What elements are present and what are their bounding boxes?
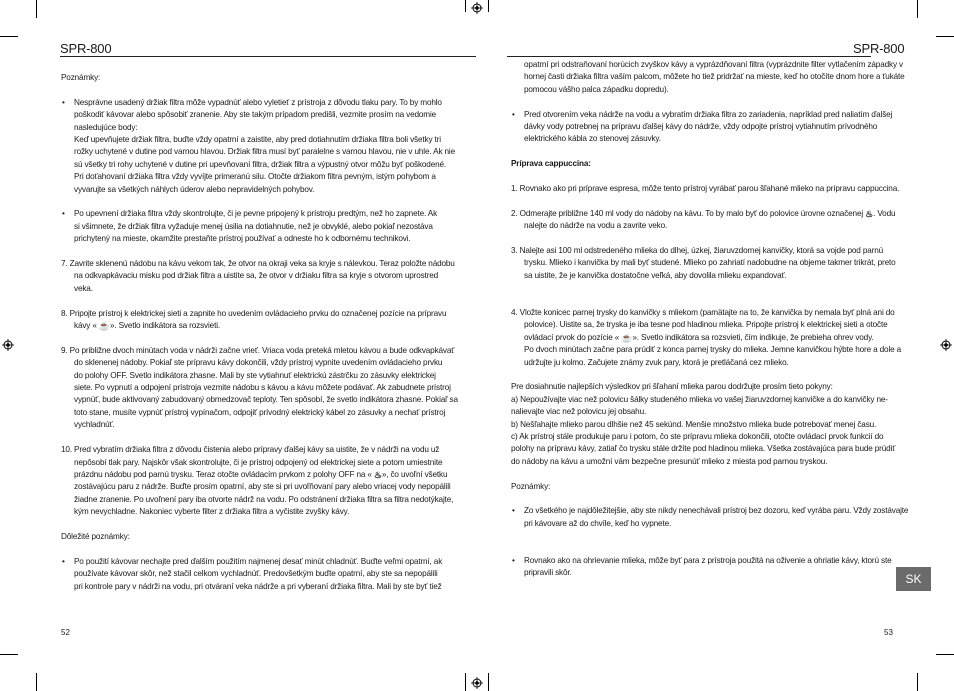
text-line: sú všetky tri rohy uchytené v dutine pri upevňovaní filtra, držiak filtra a výpustný otvor môžu byť poškodené. [74, 159, 447, 169]
text-line: rožky uchytené v dutine pod varnou hlavou. Držiak filtra musí byť paralelne s varnou hlavou, nie v uhle. Ak nie [74, 147, 456, 157]
crop-mark [488, 0, 489, 12]
text-line: kým nevychladne. Nakoniec vyberte filter z držiaka filtra a vyčistite zvyšky kávy. [74, 507, 350, 517]
text-line: • Zo všetkého je najdôležitejšie, aby ste nikdy nenechávali prístroj bez dozoru, keď vyrába paru. Vždy zostávajte [524, 506, 909, 516]
text-line: 7. Zavrite sklenenú nádobu na kávu vekom tak, že otvor na okraji veka sa kryje s nálevkou. Teraz položte nádobu [61, 259, 455, 269]
bullet-never-unattended [511, 505, 909, 530]
text-line: polovice). Uistite sa, že tryska je iba tesne pod hladinou mlieka. Pripojte prístroj k elektrickej sieti a otočte [524, 320, 888, 330]
text-line: • Rovnako ako na ohrievanie mlieka, môže byť para z prístroja použitá na oživenie a ohriatie kávy, ktorú ste [524, 556, 892, 566]
text-line: a) Nepoužívajte viac než polovicu šálky studeného mlieka vo vašej žiaruvzdornej kanvičke a do kanvičky ne- [511, 394, 888, 404]
text-line [511, 332, 891, 344]
step-8 [61, 308, 447, 333]
text-line [61, 469, 448, 481]
bullet-filter-check [61, 208, 441, 245]
text-segment: . Vodu [873, 208, 896, 218]
registration-mark-icon [471, 677, 483, 689]
page-header: SPR-800 [60, 41, 112, 56]
text-line: pri kávovare až do chvíle, keď ho vypnete. [524, 518, 672, 528]
page-number: 52 [61, 628, 70, 637]
text-line: Pre dosiahnutie najlepších výsledkov pri šľahaní mlieka parou dodržujte prosím tieto pokyny: [511, 382, 833, 392]
text-segment: ». Svetlo indikátora sa rozsvieti. [109, 321, 220, 331]
text-line: • Po použití kávovar nechajte pred ďalším použitím najmenej desať minút chladnúť. Buďte veľmi opatrní, ak [74, 556, 443, 566]
text-line: hornej časti držiaka filtra vaším palcom, môžete ho tiež pridržať na mieste, keď ho otočíte dnom hore a ťukáte [524, 72, 905, 82]
crop-mark [36, 0, 37, 18]
bullet-reheat-coffee [511, 555, 891, 580]
text-line [511, 208, 896, 220]
text-line: nepôsobí tlak pary. Najskôr však skontrolujte, či je prístroj odpojený od elektrickej siete a potom umiestnite [74, 457, 443, 467]
text-line: do sklenenej nádoby. Pokiaľ ste prípravu kávy dokončili, vždy prístroj vypnite uvedením ovládacieho prvku [74, 358, 443, 368]
text-line: Pri doťahovaní držiaka filtra vždy vyvíjte primeranú silu. Otočte držiakom filtra pevným, istým pohybom a [74, 172, 436, 182]
text-line: nalievajte viac než polovicu jej obsahu. [511, 407, 647, 417]
text-line: opatrní pri odstraňovaní horúcich zvyškov kávy a vyprázdňovaní filtra (vyprázdnite filter vytlačením západky v [524, 60, 903, 69]
steam-cup-icon: ♨ [373, 469, 382, 480]
right-page [477, 0, 954, 691]
text-line: nalejte do nádrže na vodu a zavrite veko. [524, 221, 668, 231]
text-line: si všimnete, že držiak filtra vyžaduje menej úsilia na dotiahnutie, než je obvyklé, alebo pokiaľ nezostáva [74, 221, 433, 231]
left-page-content [61, 72, 458, 593]
text-line: trysku. Mlieko i kanvička by mali byť studené. Mlieko po zahriatí nadobudne na objeme takmer trikrát, preto [524, 258, 896, 268]
step-7 [61, 258, 455, 295]
text-line: Po dvoch minútach začne para prúdiť z konca parnej trysky do mlieka. Jemne kanvičkou hýbte hore a dole a [524, 345, 902, 355]
text-line: zostávajúcu paru z nádrže. Buďte prosím opatrní, aby ste si pri uvoľňovaní pary alebo vriacej vody nepopálili [74, 482, 451, 492]
language-tab: SK [896, 567, 931, 591]
coffee-mug-icon: ☕ [98, 321, 110, 332]
step-1: 1. Rovnako ako pri príprave espresa, môže tento prístroj vyrábať parou šľahané mlieko na prípravu cappuccina. [511, 184, 900, 194]
crop-mark [465, 0, 466, 12]
text-line: na odkvapkávaciu misku pod držiak filtra a uistite sa, že otvor v držiaku filtra sa kryje s otvorom uprostred [74, 271, 439, 281]
text-segment: ovládací prvok do pozície « [524, 332, 622, 342]
bullet-filter-holder-warning [61, 97, 456, 196]
text-line: 4. Vložte konicec parnej trysky do kanvičky s mliekom (pamätajte na to, že kanvička by nemala byť plná ani do [511, 308, 895, 318]
step-4 [511, 307, 902, 369]
text-line: vyvarujte sa všetkých náhlych úderov alebo nepravidelných pohybov. [74, 184, 315, 194]
crop-mark [36, 673, 37, 691]
text-line: vypnúť, bude aktivovaný zabudovaný obmedzovač teploty. Ten spôsobí, že svetlo indikátora zhasne. Pokiaľ sa [74, 395, 458, 405]
text-line: udržujte ju kolmo. Začujete známy zvuk pary, ktorá je pretláčaná cez mlieko. [524, 357, 789, 367]
cappuccino-title: Príprava cappuccina: [511, 159, 591, 169]
bullet-unplug [511, 109, 891, 146]
text-segment: 2. Odmerajte približne 140 ml vody do nádoby na kávu. To by malo byť do polovice úrovne označenej [511, 208, 866, 218]
text-line: • Po upevnení držiaka filtra vždy skontrolujte, či je pevne pripojený k prístroju predtým, než ho zapnete. Ak [74, 209, 438, 219]
text-segment: kávy « [74, 321, 99, 331]
crop-mark [0, 654, 18, 655]
text-line: 10. Pred vybratím držiaka filtra z dôvodu čistenia alebo prípravy ďalšej kávy sa uistite, že v nádrži na vodu už [61, 445, 440, 455]
text-line: prichytený na mieste, okamžite prestaňte prístroj používať a odneste ho k odbornému technikovi. [74, 234, 411, 244]
registration-mark-icon [471, 2, 483, 14]
bullet-cooldown [61, 556, 441, 593]
step-10 [61, 444, 454, 518]
text-line: 8. Pripojte prístroj k elektrickej sieti a zapnite ho uvedením ovládacieho prvku do označenej pozície na prípravu [61, 308, 447, 318]
text-segment: ». Svetlo indikátora sa rozsvieti, čím indikuje, že prebieha ohrev vody. [632, 332, 874, 342]
page-header: SPR-800 [853, 41, 905, 56]
text-segment: prázdnu nádobu pod parnú trysku. Teraz otočte ovládacím prvkom z polohy OFF na « [74, 469, 374, 479]
crop-mark [917, 0, 918, 18]
registration-mark-icon [940, 339, 952, 351]
text-line: používate kávovar skôr, než stačil celkom vychladnúť. Predovšetkým buďte opatrní, aby ste sa nepopálili [74, 569, 438, 579]
text-line: dávky vody potrebnej na prípravu ďalšej kávy do nádrže, vždy odpojte prístroj vytiahnutím prívodného [524, 122, 878, 132]
text-line: poškodiť kávovar alebo spôsobiť zranenie. Aby ste takým prípadom predišli, vezmite prosím na vedomie [74, 110, 437, 120]
text-line: 9. Po približne dvoch minútach voda v nádrži začne vrieť. Vriaca voda preteká mletou kávou a bude odkvapkávať [61, 345, 455, 355]
text-line: nasledujúce body: [74, 122, 138, 132]
continued-paragraph [511, 59, 905, 96]
notes-title: Poznámky: [511, 481, 551, 491]
text-line: veka. [74, 283, 93, 293]
best-results-list [511, 381, 896, 468]
step-3 [511, 245, 896, 282]
text-line: toto stane, musíte vypnúť prístroj vypínačom, odpojiť prívodný elektrický kábel zo zásuvky a nechať prístroj [74, 407, 446, 417]
text-line [61, 320, 441, 332]
step-9 [61, 345, 458, 432]
crop-mark [936, 36, 954, 37]
text-line: pripravili skôr. [524, 568, 572, 578]
page-number: 53 [884, 628, 893, 637]
text-line: b) Nešľahajte mlieko parou dlhšie než 45 sekúnd. Menšie množstvo mlieka bude potrebovať menej času. [511, 419, 877, 429]
text-line: do nádoby na kávu a umožní vám bezpečne presunúť mlieko z miesta pod parnou tryskou. [511, 456, 828, 466]
text-line: c) Ak prístroj stále produkuje paru i potom, čo ste prípravu mlieka dokončili, otočte ovládací prvok funkcií do [511, 432, 884, 442]
crop-mark [0, 36, 18, 37]
text-line: pomocou vášho palca západku dopredu). [524, 84, 669, 94]
text-line: pri kontrole pary v nádrži na vodu, pri otváraní veka nádrže a pri vyberaní držiaka filtra. Mali by ste byť tiež [74, 581, 442, 591]
text-line: 3. Nalejte asi 100 ml odstredeného mlieka do dlhej, úzkej, žiaruvzdornej kanvičky, ktorá sa vojde pod parnú [511, 246, 884, 256]
crop-mark [488, 673, 489, 691]
right-page-content [511, 59, 909, 580]
text-line: do polohy OFF. Svetlo indikátora zhasne. Mali by ste vytiahnuť elektrickú zástrčku zo zásuvky elektrickej [74, 370, 436, 380]
important-notes-title: Dôležité poznámky: [61, 531, 130, 541]
text-line: sa uistite, že je kanvička dostatočne veľká, aby dovolila mlieku expandovať. [524, 270, 787, 280]
text-line: elektrického kábla zo stenovej zásuvky. [524, 134, 661, 144]
text-line: Keď upevňujete držiak filtra, buďte vždy opatrní a zaistite, aby pred dotiahnutím držiaka filtra boli všetky tri [74, 135, 441, 145]
registration-mark-icon [2, 339, 14, 351]
text-segment: », čo uvoľní všetku [381, 469, 448, 479]
text-line: • Pred otvorením veka nádrže na vodu a vybratím držiaka filtra zo zariadenia, napríklad pred naliatím ďalšej [524, 109, 893, 119]
header-rule [507, 56, 871, 57]
notes-title: Poznámky: [61, 73, 101, 82]
header-rule [60, 56, 476, 57]
text-line: siete. Po vypnutí a odpojení prístroja vezmite nádobu s kávou a kávu môžete podávať. Ak zabudnete prístroj [74, 383, 451, 393]
step-2 [511, 208, 896, 233]
text-line: polohy na prípravu kávy, zatiaľ čo trysku stále držíte pod hladinou mlieka. Všetka zostávajúca para bude prúdiť [511, 444, 896, 454]
crop-mark [917, 673, 918, 691]
coffee-mug-icon: ☕ [621, 332, 633, 343]
text-line: žiadne zranenie. Po uvoľnení pary iba otvorte nádrž na vodu. Po odstránení držiaka filtra sa filtra nedotýkajte, [74, 494, 454, 504]
text-line: • Nesprávne usadený držiak filtra môže vypadnúť alebo vyletieť z prístroja z dôvodu tlaku pary. To by mohlo [74, 97, 442, 107]
steam-cup-icon: ♨ [865, 208, 874, 219]
crop-mark [465, 673, 466, 691]
crop-mark [936, 654, 954, 655]
text-line: vychladnúť. [74, 420, 115, 430]
